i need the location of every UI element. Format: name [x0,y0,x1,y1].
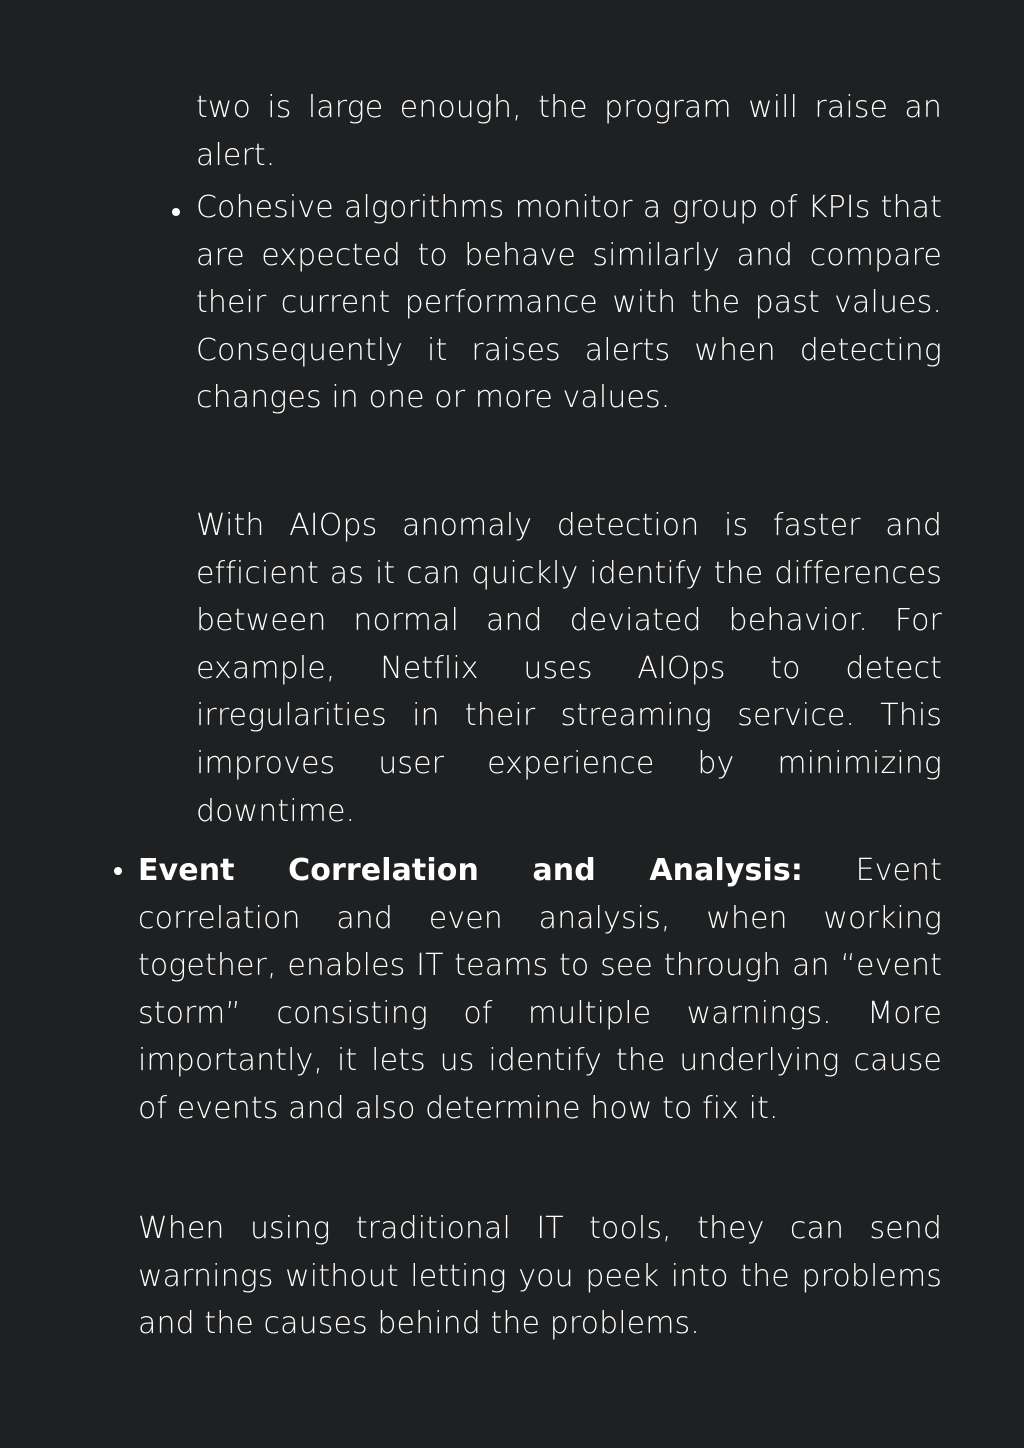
event-correlation-text: Event correlation and even analysis, when working together, enables IT teams to see through an “event storm” consisting of multiple warnings. More importantly, it lets us identify the underlying cause of events and also determine how to fix it. [138,853,943,1126]
event-correlation-bullet [138,847,942,1133]
event-correlation-heading: Event Correlation and Analysis: [138,853,803,888]
cohesive-algorithms-bullet: Cohesive algorithms monitor a group of KPIs that are expected to behave similarly and compare their current performance with the past values. Consequently it raises alerts when detecting changes in one or more values. [196,190,942,416]
aiops-paragraph: With AIOps anomaly detection is faster and efficient as it can quickly identify the differences between normal and deviated behavior. For example, Netflix uses AIOps to detect irregularities in their streaming service. This improves user experience by minimizing downtime. [196,508,942,829]
traditional-tools-paragraph: When using traditional IT tools, they can send warnings without letting you peek into the problems and the causes behind the problems. [138,1211,942,1342]
bullet-icon [172,208,180,216]
continuation-paragraph: two is large enough, the program will raise an alert. [196,90,942,173]
bullet-icon [114,867,122,875]
